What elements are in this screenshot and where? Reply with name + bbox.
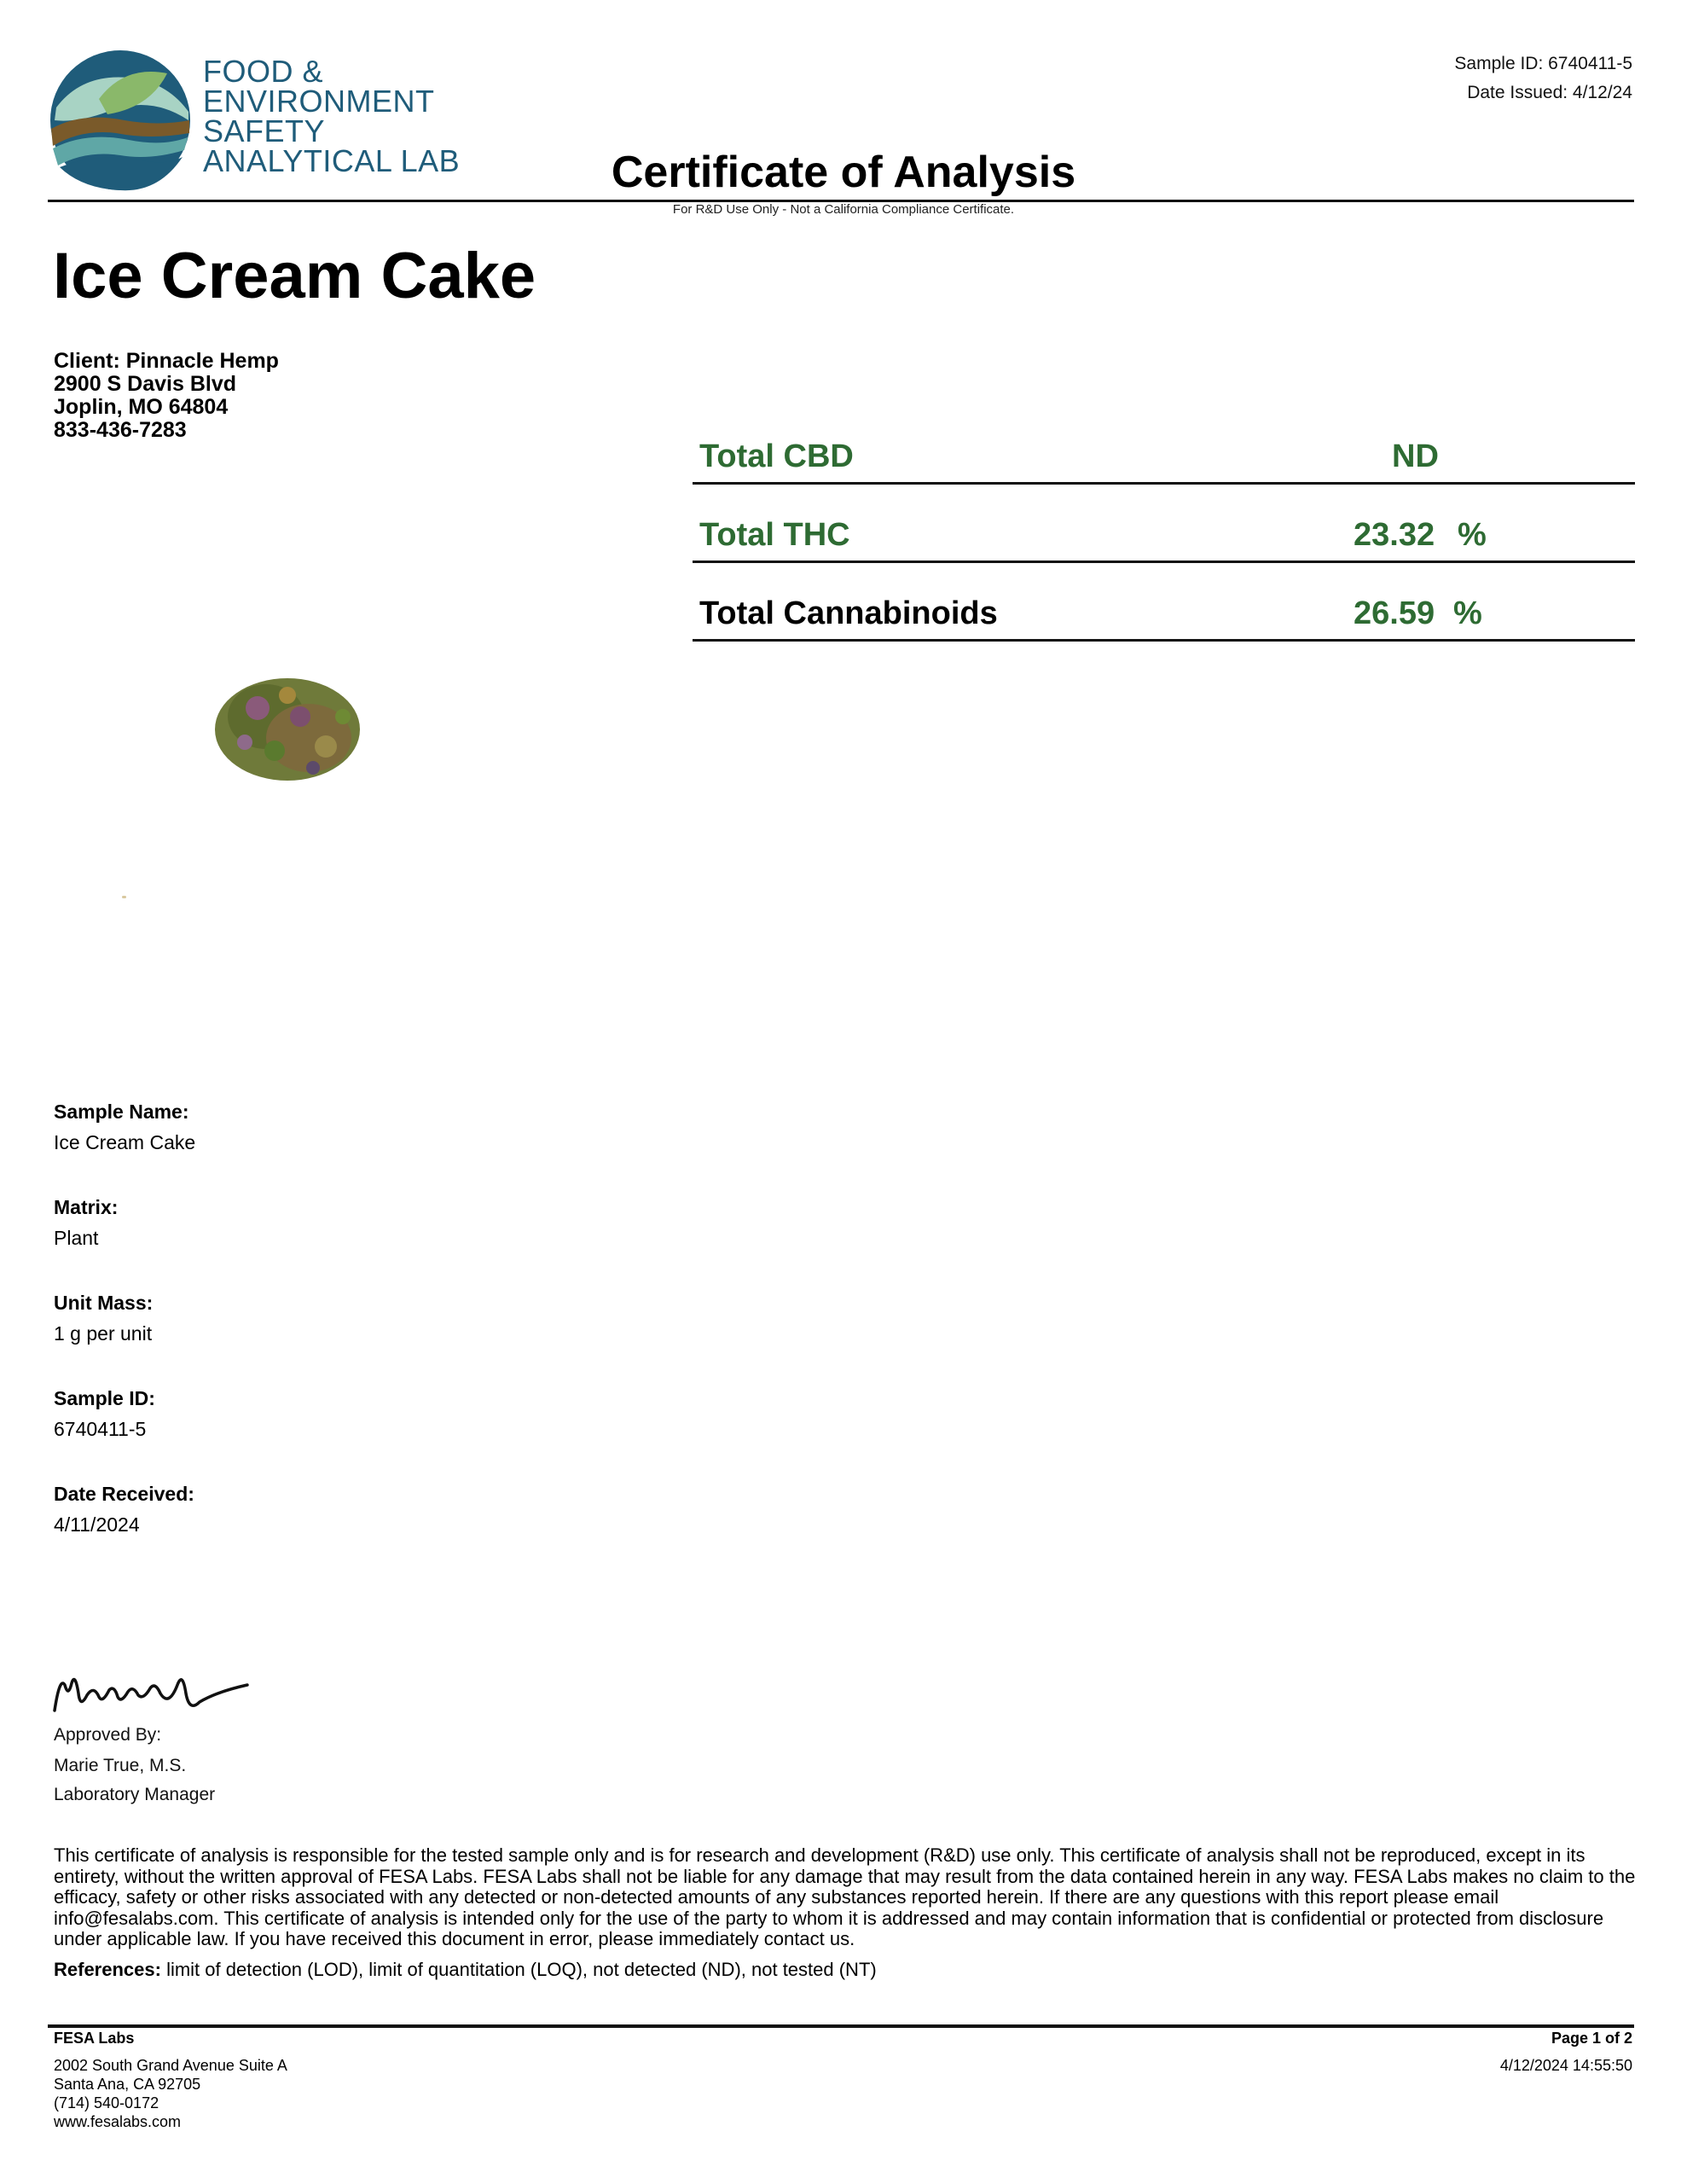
total-label: Total THC	[699, 517, 850, 553]
sample-name-value: Ice Cream Cake	[54, 1131, 196, 1153]
sample-photo-icon	[206, 657, 368, 793]
footer-divider	[48, 2024, 1634, 2028]
unit-mass-value: 1 g per unit	[54, 1322, 153, 1345]
total-cannabinoids-row	[693, 562, 1635, 642]
footer-page-number: Page 1 of 2	[1551, 2030, 1632, 2047]
matrix-value: Plant	[54, 1227, 99, 1249]
product-name: Ice Cream Cake	[53, 240, 536, 312]
image-speck	[122, 896, 126, 898]
header-sample-id: Sample ID: 6740411-5	[1454, 54, 1632, 73]
total-thc-row	[693, 484, 1635, 563]
footer-timestamp: 4/12/2024 14:55:50	[1499, 2057, 1632, 2074]
total-cbd-row	[693, 405, 1635, 485]
document-subtitle: For R&D Use Only - Not a California Compliance Certificate.	[672, 202, 1015, 217]
footer-phone: (714) 540-0172	[54, 2094, 159, 2111]
total-label: Total Cannabinoids	[699, 595, 998, 631]
total-unit: %	[1458, 517, 1487, 553]
references-text: limit of detection (LOD), limit of quantitation (LOQ), not detected (ND), not tested (NT)	[160, 1959, 877, 1980]
approver-role: Laboratory Manager	[54, 1785, 216, 1804]
footer-address	[54, 2029, 287, 2131]
date-received-value: 4/11/2024	[54, 1513, 140, 1536]
total-label: Total CBD	[699, 439, 854, 474]
approver-name: Marie True, M.S.	[54, 1756, 187, 1775]
total-value: ND	[1392, 439, 1439, 474]
references-label: References:	[54, 1959, 161, 1980]
logo-line: ENVIRONMENT	[203, 84, 435, 119]
sample-id-label: Sample ID:	[54, 1387, 155, 1409]
footer-address-line1: 2002 South Grand Avenue Suite A	[54, 2057, 287, 2074]
disclaimer-text: This certificate of analysis is responsible for the tested sample only and is for research and development (R&D) use only. This certificate of analysis shall not be reproduced, except in its entirety, without the written approval of FESA Labs. FESA Labs shall not be liable for any damage that may result from the data contained herein in any way. FESA Labs makes no claim to the efficacy, safety or other risks associated with any detected or non-detected amounts of any substances reported herein. If there are any questions with this report please email info@fesalabs.com. This certificate of analysis is intended only for the use of the party to whom it is addressed and may contain information that is confidential or protected from disclosure under applicable law. If you have received this document in error, please immediately contact us.	[54, 1844, 1636, 1949]
header-date-issued: Date Issued: 4/12/24	[1467, 83, 1632, 102]
total-value: 23.32	[1354, 517, 1435, 553]
total-value: 26.59	[1354, 595, 1435, 631]
client-address-line1: 2900 S Davis Blvd	[54, 372, 237, 396]
logo-line: ANALYTICAL LAB	[203, 143, 461, 178]
header-meta	[1454, 49, 1632, 107]
unit-mass-label: Unit Mass:	[54, 1292, 154, 1314]
signature-icon	[49, 1659, 254, 1723]
sample-id-value: 6740411-5	[54, 1418, 147, 1440]
logo-line: SAFETY	[203, 113, 326, 148]
total-unit: %	[1453, 595, 1482, 631]
matrix-label: Matrix:	[54, 1196, 119, 1218]
footer-website[interactable]: www.fesalabs.com	[54, 2113, 182, 2130]
client-phone: 833-436-7283	[54, 418, 187, 442]
client-block	[54, 350, 279, 442]
footer-address-line2: Santa Ana, CA 92705	[54, 2076, 201, 2093]
logo-line: FOOD &	[203, 54, 324, 89]
document-title: Certificate of Analysis	[611, 148, 1076, 197]
approved-by-label: Approved By:	[54, 1725, 162, 1745]
sample-name-label: Sample Name:	[54, 1101, 189, 1123]
client-address-line2: Joplin, MO 64804	[54, 395, 229, 419]
client-name: Client: Pinnacle Hemp	[54, 349, 279, 373]
references	[54, 1959, 1640, 1981]
footer-company: FESA Labs	[54, 2030, 135, 2047]
footer-meta	[1500, 2029, 1632, 2075]
date-received-label: Date Received:	[54, 1483, 194, 1505]
